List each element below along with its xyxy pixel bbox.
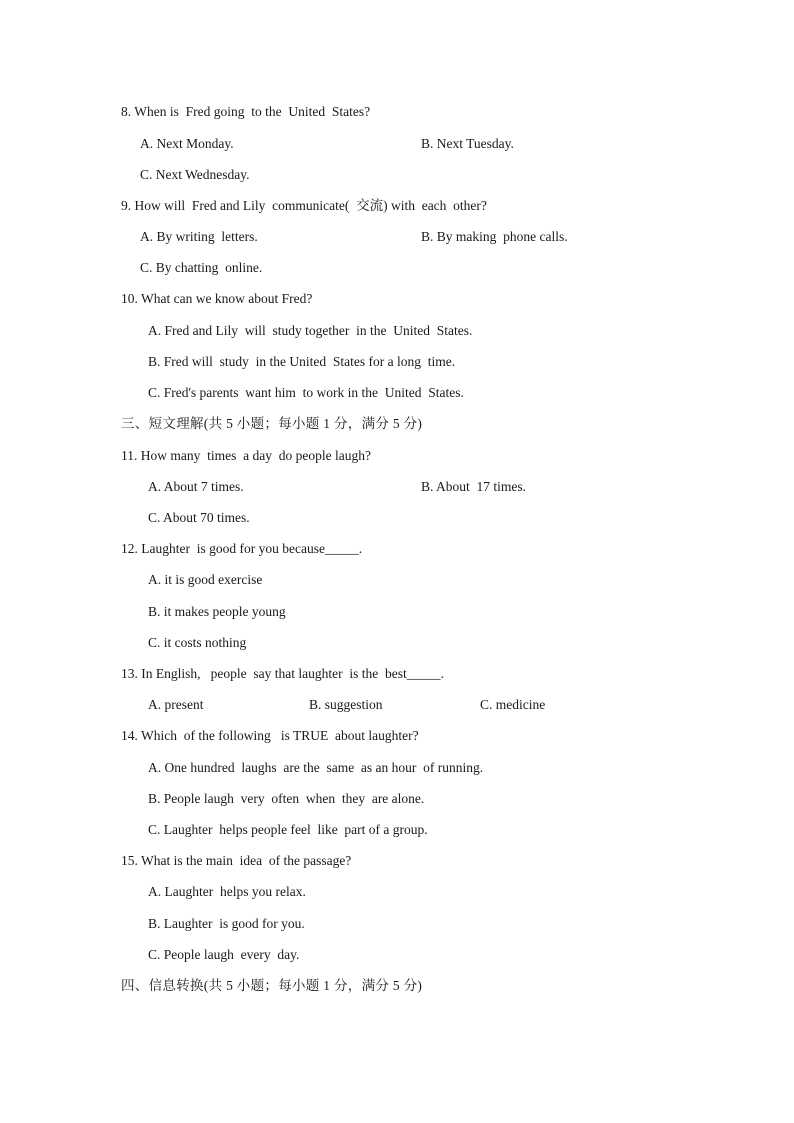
q9-option-a: A. By writing letters. (140, 229, 258, 244)
q12-option-c: C. it costs nothing (148, 635, 247, 650)
section-3-heading: 三、短文理解(共 5 小题；每小题 1 分，满分 5 分) (121, 416, 423, 431)
q15-question: 15. What is the main idea of the passage? (121, 853, 352, 868)
q11-option-b: B. About 17 times. (421, 479, 527, 494)
section-4-heading: 四、信息转换(共 5 小题；每小题 1 分，满分 5 分) (121, 978, 423, 993)
q15-option-a: A. Laughter helps you relax. (148, 884, 306, 899)
q10-option-c: C. Fred's parents want him to work in the United States. (148, 385, 464, 400)
q12-question: 12. Laughter is good for you because_____. (121, 541, 363, 556)
q10-option-b: B. Fred will study in the United States for a long time. (148, 354, 456, 369)
q14-option-b: B. People laugh very often when they are alone. (148, 791, 425, 806)
q14-question: 14. Which of the following is TRUE about laughter? (121, 728, 419, 743)
q9-option-c: C. By chatting online. (140, 260, 263, 275)
q13-option-c: C. medicine (480, 697, 546, 712)
q10-option-a: A. Fred and Lily will study together in the United States. (148, 323, 473, 338)
q14-option-a: A. One hundred laughs are the same as an hour of running. (148, 760, 484, 775)
q8-question: 8. When is Fred going to the United States? (121, 104, 371, 119)
q11-question: 11. How many times a day do people laugh? (121, 448, 371, 463)
q11-option-c: C. About 70 times. (148, 510, 250, 525)
q10-question: 10. What can we know about Fred? (121, 291, 313, 306)
q13-question: 13. In English, people say that laughter is the best_____. (121, 666, 444, 681)
q15-option-c: C. People laugh every day. (148, 947, 300, 962)
q8-option-c: C. Next Wednesday. (140, 167, 250, 182)
q11-option-a: A. About 7 times. (148, 479, 244, 494)
q13-option-a: A. present (148, 697, 204, 712)
q14-option-c: C. Laughter helps people feel like part of a group. (148, 822, 428, 837)
q9-option-b: B. By making phone calls. (421, 229, 568, 244)
q8-option-a: A. Next Monday. (140, 136, 234, 151)
q12-option-b: B. it makes people young (148, 604, 286, 619)
q9-question: 9. How will Fred and Lily communicate( 交流) with each other? (121, 198, 487, 213)
q13-option-b: B. suggestion (309, 697, 383, 712)
q15-option-b: B. Laughter is good for you. (148, 916, 305, 931)
q12-option-a: A. it is good exercise (148, 572, 263, 587)
q8-option-b: B. Next Tuesday. (421, 136, 514, 151)
